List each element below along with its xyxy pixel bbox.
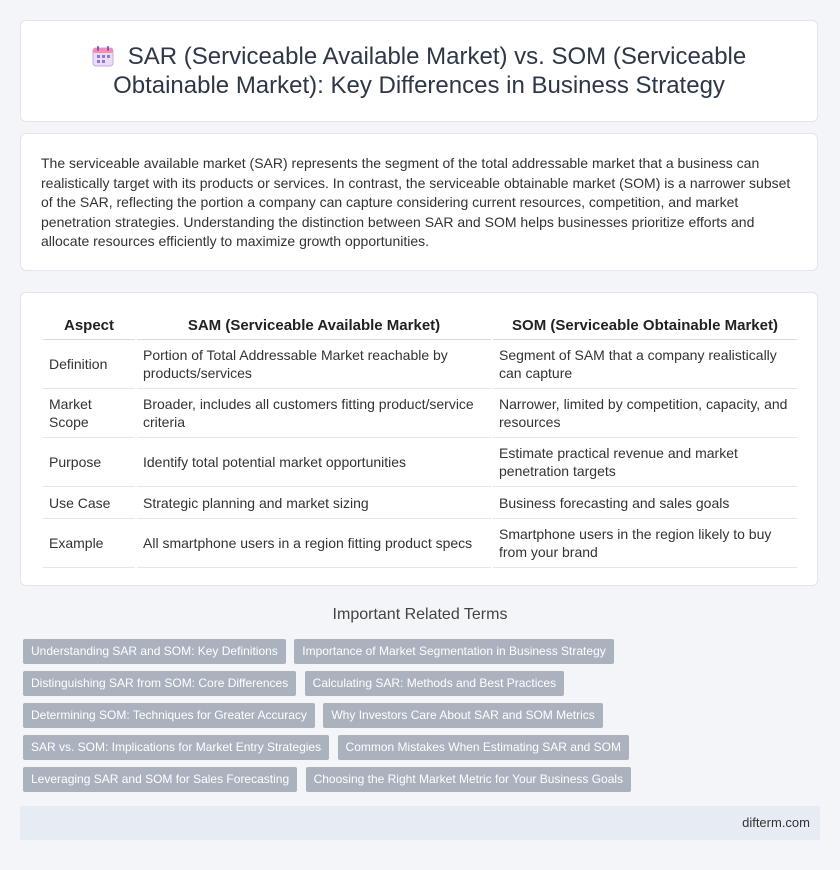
comparison-table bbox=[41, 311, 799, 568]
header-sam: SAM (Serviceable Available Market) bbox=[137, 311, 491, 340]
cell-sam: Broader, includes all customers fitting product/service criteria bbox=[137, 389, 491, 438]
table-row bbox=[43, 519, 797, 568]
cell-aspect: Market Scope bbox=[43, 389, 135, 438]
related-term-tag[interactable]: Why Investors Care About SAR and SOM Metrics bbox=[323, 703, 602, 728]
related-term-tag[interactable]: Leveraging SAR and SOM for Sales Forecasting bbox=[23, 767, 297, 792]
cell-sam: Portion of Total Addressable Market reachable by products/services bbox=[137, 340, 491, 389]
intro-card bbox=[20, 133, 818, 271]
footer bbox=[20, 806, 820, 840]
comparison-card bbox=[20, 292, 818, 586]
related-terms-list bbox=[23, 639, 823, 799]
footer-site-link[interactable]: difterm.com bbox=[742, 815, 810, 830]
header-som: SOM (Serviceable Obtainable Market) bbox=[493, 311, 797, 340]
table-row bbox=[43, 487, 797, 519]
cell-som: Narrower, limited by competition, capacity, and resources bbox=[493, 389, 797, 438]
calendar-icon bbox=[92, 45, 114, 67]
related-term-tag[interactable]: Importance of Market Segmentation in Business Strategy bbox=[294, 639, 614, 664]
cell-som: Smartphone users in the region likely to buy from your brand bbox=[493, 519, 797, 568]
page-title bbox=[79, 42, 759, 100]
table-header-row bbox=[43, 311, 797, 340]
related-term-tag[interactable]: Understanding SAR and SOM: Key Definitions bbox=[23, 639, 286, 664]
cell-aspect: Example bbox=[43, 519, 135, 568]
header-aspect: Aspect bbox=[43, 311, 135, 340]
cell-sam: All smartphone users in a region fitting product specs bbox=[137, 519, 491, 568]
cell-aspect: Purpose bbox=[43, 438, 135, 487]
cell-aspect: Use Case bbox=[43, 487, 135, 519]
cell-som: Segment of SAM that a company realistically can capture bbox=[493, 340, 797, 389]
cell-sam: Identify total potential market opportunities bbox=[137, 438, 491, 487]
page-title-text: SAR (Serviceable Available Market) vs. SOM (Serviceable Obtainable Market): Key Differences in Business Strategy bbox=[113, 43, 747, 99]
related-term-tag[interactable]: Determining SOM: Techniques for Greater Accuracy bbox=[23, 703, 315, 728]
related-term-tag[interactable]: SAR vs. SOM: Implications for Market Entry Strategies bbox=[23, 735, 329, 760]
related-terms-heading: Important Related Terms bbox=[332, 606, 508, 623]
cell-som: Estimate practical revenue and market penetration targets bbox=[493, 438, 797, 487]
table-row bbox=[43, 340, 797, 389]
table-row bbox=[43, 438, 797, 487]
title-card bbox=[20, 20, 818, 122]
related-term-tag[interactable]: Distinguishing SAR from SOM: Core Differences bbox=[23, 671, 296, 696]
related-term-tag[interactable]: Common Mistakes When Estimating SAR and SOM bbox=[338, 735, 629, 760]
table-row bbox=[43, 389, 797, 438]
related-term-tag[interactable]: Calculating SAR: Methods and Best Practices bbox=[305, 671, 564, 696]
cell-sam: Strategic planning and market sizing bbox=[137, 487, 491, 519]
cell-som: Business forecasting and sales goals bbox=[493, 487, 797, 519]
intro-paragraph: The serviceable available market (SAR) represents the segment of the total addressable market that a business can realistically target with its products or services. In contrast, the serviceable obtainable market (SOM) is a narrower subset of the SAR, reflecting the portion a company can capture considering current resources, competition, and market penetration strategies. Understanding the distinction between SAR and SOM helps businesses prioritize efforts and allocate resources efficiently to maximize growth opportunities. bbox=[41, 155, 791, 250]
related-term-tag[interactable]: Choosing the Right Market Metric for Your Business Goals bbox=[306, 767, 631, 792]
cell-aspect: Definition bbox=[43, 340, 135, 389]
